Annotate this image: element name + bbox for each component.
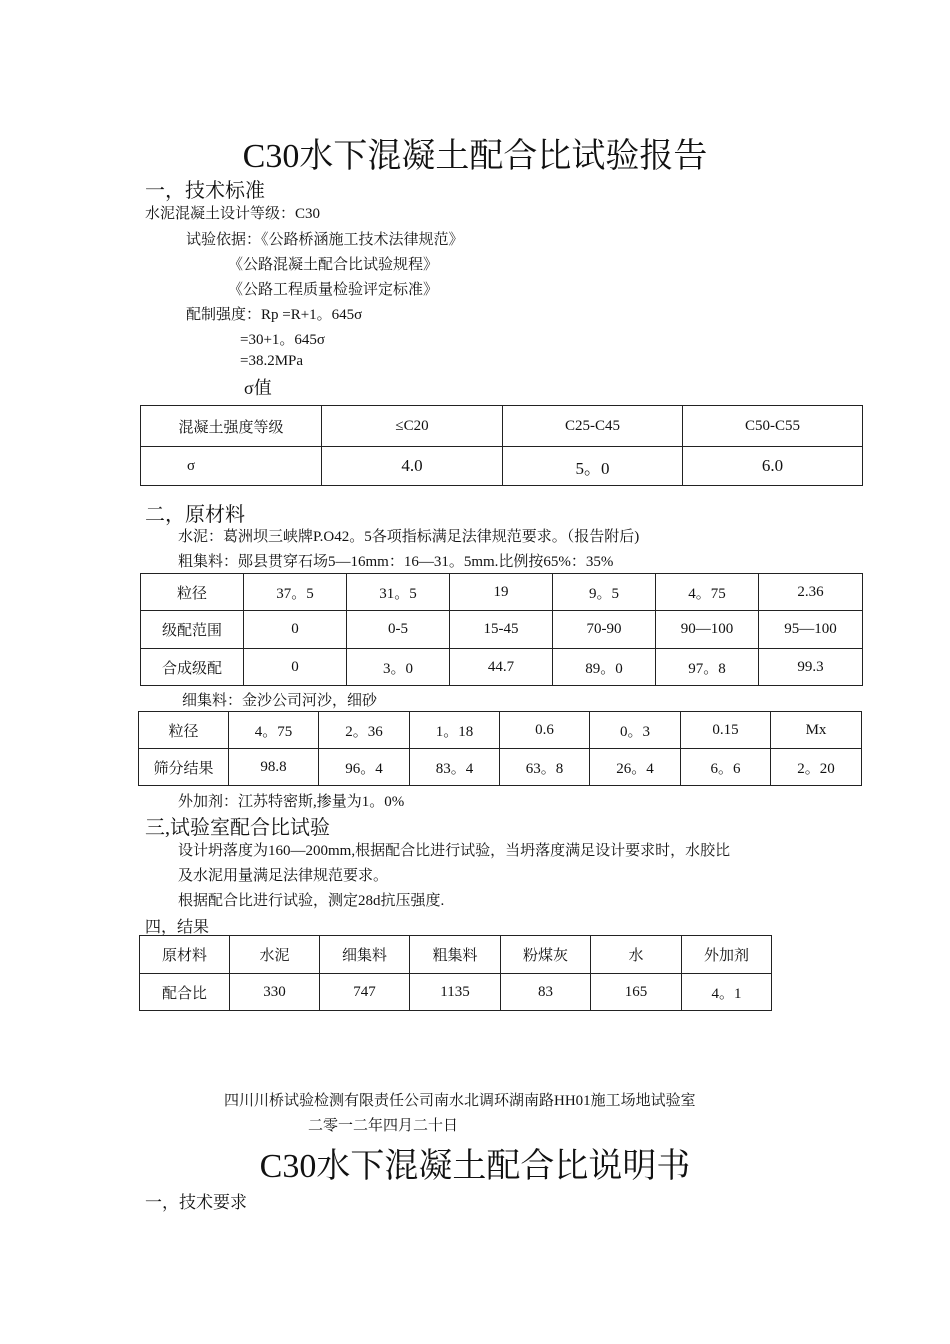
sigma-header-cell: C50-C55 [683,406,863,447]
coarse-cell: 31。5 [347,574,450,611]
result-header-cell: 水 [591,936,682,974]
fine-cell: Mx [771,712,862,749]
result-header-cell: 水泥 [230,936,320,974]
admixture-line: 外加剂：江苏特密斯,掺量为1。0% [178,794,405,810]
section-2-heading: 二，原材料 [145,504,245,526]
coarse-cell: 合成级配 [141,649,244,686]
coarse-cell: 90—100 [656,611,759,649]
design-grade-line: 水泥混凝土设计等级：C30 [145,206,321,222]
coarse-cell: 2.36 [759,574,863,611]
coarse-cell: 95—100 [759,611,863,649]
fine-aggregate-table [138,711,862,786]
section-3-para-2: 及水泥用量满足法律规范要求。 [178,868,389,884]
organization-name: 四川川桥试验检测有限责任公司南水北调环湖南路HH01施工场地试验室 [224,1093,696,1109]
result-value-cell: 1135 [410,974,501,1011]
coarse-cell: 15-45 [450,611,553,649]
fine-aggregate-line: 细集料：金沙公司河沙，细砂 [182,693,378,709]
fine-cell: 筛分结果 [139,749,229,786]
coarse-cell: 70-90 [553,611,656,649]
coarse-cell: 97。8 [656,649,759,686]
result-value-cell: 配合比 [140,974,230,1011]
fine-cell: 0.6 [500,712,590,749]
fine-cell: 粒径 [139,712,229,749]
strength-calc-2: =38.2MPa [240,353,304,369]
sigma-value-cell: 6.0 [683,447,863,486]
result-header-cell: 粉煤灰 [501,936,591,974]
coarse-cell: 级配范围 [141,611,244,649]
cement-line: 水泥：葛洲坝三峡牌P.O42。5各项指标满足法律规范要求。（报告附后) [178,529,640,545]
manual-section-1-heading: 一，技术要求 [145,1193,247,1212]
coarse-cell: 99.3 [759,649,863,686]
coarse-cell: 9。5 [553,574,656,611]
fine-cell: 4。75 [229,712,319,749]
fine-cell: 83。4 [410,749,500,786]
sigma-header-cell: 混凝土强度等级 [141,406,322,447]
sigma-value-cell: 4.0 [322,447,503,486]
coarse-cell: 0 [244,649,347,686]
mix-result-table [139,935,772,1011]
fine-cell: 6。6 [681,749,771,786]
result-value-cell: 4。1 [682,974,772,1011]
spec-2: 《公路混凝土配合比试验规程》 [228,257,439,273]
result-header-cell: 外加剂 [682,936,772,974]
coarse-cell: 89。0 [553,649,656,686]
coarse-cell: 4。75 [656,574,759,611]
result-value-cell: 330 [230,974,320,1011]
section-1-heading: 一，技术标准 [145,180,265,202]
strength-calc-1: =30+1。645σ [240,332,326,348]
fine-cell: 26。4 [590,749,681,786]
sigma-header-cell: C25-C45 [503,406,683,447]
fine-cell: 63。8 [500,749,590,786]
spec-3: 《公路工程质量检验评定标准》 [228,282,439,298]
manual-title: C30水下混凝土配合比说明书 [259,1148,691,1185]
fine-cell: 2。20 [771,749,862,786]
coarse-cell: 19 [450,574,553,611]
result-header-cell: 细集料 [320,936,410,974]
coarse-cell: 粒径 [141,574,244,611]
result-header-cell: 粗集料 [410,936,501,974]
result-header-cell: 原材料 [140,936,230,974]
test-basis-line: 试验依据：《公路桥涵施工技术法律规范》 [186,232,464,248]
fine-cell: 98.8 [229,749,319,786]
sigma-label: σ值 [244,378,272,398]
fine-cell: 0.15 [681,712,771,749]
section-4-heading: 四，结果 [145,919,210,936]
result-value-cell: 165 [591,974,682,1011]
fine-cell: 96。4 [319,749,410,786]
coarse-cell: 37。5 [244,574,347,611]
result-value-cell: 747 [320,974,410,1011]
fine-cell: 0。3 [590,712,681,749]
report-date: 二零一二年四月二十日 [308,1118,459,1134]
coarse-aggregate-line: 粗集料：郧县贯穿石场5—16mm：16—31。5mm.比例按65%：35% [178,554,614,570]
sigma-table [140,405,863,486]
fine-cell: 2。36 [319,712,410,749]
coarse-cell: 0-5 [347,611,450,649]
section-3-para-1: 设计坍落度为160—200mm,根据配合比进行试验，当坍落度满足设计要求时，水胶比 [178,843,731,859]
result-value-cell: 83 [501,974,591,1011]
sigma-value-cell: 5。0 [503,447,683,486]
section-3-para-3: 根据配合比进行试验，测定28d抗压强度. [178,893,445,909]
strength-formula: 配制强度：Rp =R+1。645σ [186,307,363,323]
report-title: C30水下混凝土配合比试验报告 [242,138,708,175]
section-3-heading: 三,试验室配合比试验 [145,817,330,839]
sigma-row-label: σ [141,447,322,486]
coarse-cell: 3。0 [347,649,450,686]
sigma-header-cell: ≤C20 [322,406,503,447]
coarse-cell: 0 [244,611,347,649]
coarse-cell: 44.7 [450,649,553,686]
fine-cell: 1。18 [410,712,500,749]
coarse-aggregate-table [140,573,863,686]
